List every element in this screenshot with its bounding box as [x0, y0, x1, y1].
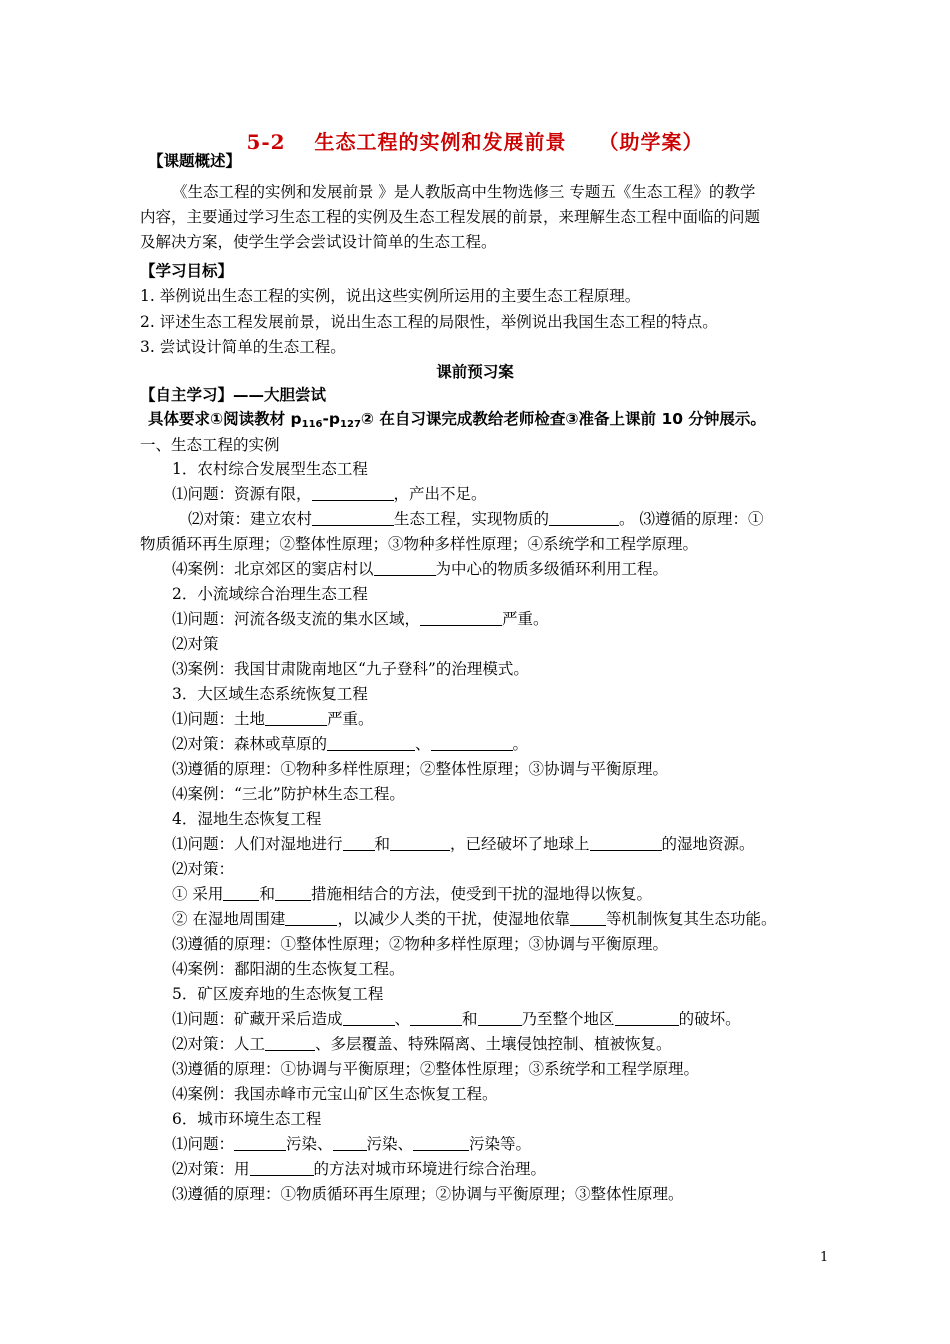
- overview-line-1: 《生态工程的实例和发展前景 》是人教版高中生物选修三 专题五《生态工程》的教学: [172, 183, 756, 201]
- text-segment: 、: [394, 1010, 411, 1028]
- e4-strategy-2: [172, 908, 776, 930]
- text-segment: 和: [462, 1010, 478, 1028]
- text-segment: 的方法对城市环境进行综合治理。: [313, 1160, 547, 1178]
- example-2-heading: 2．小流域综合治理生态工程: [172, 585, 368, 603]
- text-segment: ⑵对策：用: [172, 1160, 250, 1178]
- text-segment: 等机制恢复其生态功能。: [605, 910, 777, 928]
- goals-heading: 【学习目标】: [140, 262, 234, 280]
- e4-problem: [172, 833, 755, 855]
- goal-item-1: 1. 举例说出生态工程的实例，说出这些实例所运用的主要生态工程原理。: [140, 287, 641, 305]
- page-number: 1: [820, 1250, 829, 1265]
- text-segment: 的湿地资源。: [661, 835, 755, 853]
- fill-blank[interactable]: [420, 610, 502, 626]
- fill-blank[interactable]: [615, 1010, 679, 1026]
- e6-principles: ⑶遵循的原理：①物质循环再生原理；②协调与平衡原理；③整体性原理。: [172, 1185, 684, 1203]
- e3-case: ⑷案例：“三北”防护林生态工程。: [172, 785, 405, 803]
- req-part-c: ② 在自习课完成教给老师检查③准备上课前 10 分钟展示。: [360, 410, 766, 428]
- text-segment: 乃至整个地区: [521, 1010, 615, 1028]
- text-segment: ⑴问题：矿藏开采后造成: [172, 1010, 343, 1028]
- e1-case: [172, 558, 668, 580]
- overview-line-3: 及解决方案，使学生学会尝试设计简单的生态工程。: [140, 233, 497, 251]
- text-segment: ，产出不足。: [393, 485, 487, 503]
- e6-problem: [172, 1133, 531, 1155]
- e3-problem: [172, 708, 374, 730]
- example-4-heading: 4．湿地生态恢复工程: [172, 810, 322, 828]
- fill-blank[interactable]: [265, 710, 327, 726]
- fill-blank[interactable]: [312, 510, 394, 526]
- e5-principles: ⑶遵循的原理：①协调与平衡原理；②整体性原理；③系统学和工程学原理。: [172, 1060, 700, 1078]
- fill-blank[interactable]: [312, 485, 394, 501]
- e1-principles: 物质循环再生原理；②整体性原理；③物种多样性原理；④系统学和工程学原理。: [140, 535, 699, 553]
- e1-problem: [172, 483, 487, 505]
- e1-strategy: [188, 508, 763, 530]
- req-part-b: -p: [322, 410, 341, 428]
- text-segment: 、: [415, 735, 431, 753]
- text-segment: 污染、: [366, 1135, 414, 1153]
- fill-blank[interactable]: [275, 885, 311, 901]
- example-6-heading: 6．城市环境生态工程: [172, 1110, 322, 1128]
- text-segment: 严重。: [502, 610, 549, 628]
- preview-title: 课前预习案: [436, 363, 514, 381]
- e4-case: ⑷案例：鄱阳湖的生态恢复工程。: [172, 960, 405, 978]
- text-segment: ⑴问题：: [172, 1135, 235, 1153]
- e5-strategy: [172, 1033, 672, 1055]
- text-segment: 生态工程，实现物质的: [394, 510, 550, 528]
- req-part-a: 具体要求①阅读教材 p: [148, 410, 302, 428]
- text-segment: 严重。: [327, 710, 374, 728]
- text-segment: ⑴问题：土地: [172, 710, 266, 728]
- fill-blank[interactable]: [431, 735, 513, 751]
- e5-case: ⑷案例：我国赤峰市元宝山矿区生态恢复工程。: [172, 1085, 498, 1103]
- text-segment: ⑴问题：人们对湿地进行: [172, 835, 343, 853]
- fill-blank[interactable]: [343, 835, 375, 851]
- text-segment: ，以减少人类的干扰，使湿地依靠: [337, 910, 570, 928]
- text-segment: ① 采用: [172, 885, 224, 903]
- e4-strategy-label: ⑵对策：: [172, 860, 235, 878]
- e2-problem: [172, 608, 549, 630]
- example-1-heading: 1．农村综合发展型生态工程: [172, 460, 368, 478]
- text-segment: 为中心的物质多级循环利用工程。: [435, 560, 669, 578]
- self-study-heading: 【自主学习】——大胆尝试: [140, 386, 327, 404]
- text-segment: ⑴问题：河流各级支流的集水区域，: [172, 610, 421, 628]
- e2-strategy: ⑵对策: [172, 635, 219, 653]
- fill-blank[interactable]: [390, 835, 450, 851]
- fill-blank[interactable]: [327, 735, 415, 751]
- fill-blank[interactable]: [234, 1135, 286, 1151]
- text-segment: ⑵对策：建立农村: [188, 510, 313, 528]
- text-segment: 、多层覆盖、特殊隔离、土壤侵蚀控制、植被恢复。: [315, 1035, 672, 1053]
- text-segment: 和: [374, 835, 391, 853]
- text-segment: 污染、: [286, 1135, 333, 1153]
- req-page-start: 116: [301, 419, 323, 430]
- fill-blank[interactable]: [570, 910, 606, 926]
- text-segment: ⑷案例：北京郊区的窦店村以: [172, 560, 374, 578]
- fill-blank[interactable]: [333, 1135, 367, 1151]
- fill-blank[interactable]: [590, 835, 662, 851]
- section-heading-1: 一、生态工程的实例: [140, 436, 280, 454]
- e2-case: ⑶案例：我国甘肃陇南地区“九子登科”的治理模式。: [172, 660, 529, 678]
- overview-line-2: 内容，主要通过学习生态工程的实例及生态工程发展的前景，来理解生态工程中面临的问题: [140, 208, 761, 226]
- text-segment: 污染等。: [469, 1135, 532, 1153]
- fill-blank[interactable]: [250, 1160, 314, 1176]
- fill-blank[interactable]: [413, 1135, 469, 1151]
- example-5-heading: 5．矿区废弃地的生态恢复工程: [172, 985, 384, 1003]
- text-segment: ⑴问题：资源有限，: [172, 485, 312, 503]
- text-segment: 和: [259, 885, 275, 903]
- fill-blank[interactable]: [223, 885, 259, 901]
- text-segment: 措施相结合的方法，使受到干扰的湿地得以恢复。: [310, 885, 652, 903]
- e3-principles: ⑶遵循的原理：①物种多样性原理；②整体性原理；③协调与平衡原理。: [172, 760, 669, 778]
- fill-blank[interactable]: [343, 1010, 395, 1026]
- fill-blank[interactable]: [478, 1010, 522, 1026]
- text-segment: 。: [512, 735, 529, 753]
- e4-strategy-1: [172, 883, 652, 905]
- req-page-end: 127: [340, 419, 361, 430]
- text-segment: 的破坏。: [678, 1010, 741, 1028]
- text-segment: ⑵对策：森林或草原的: [172, 735, 328, 753]
- page-title: 5-2 生态工程的实例和发展前景 （助学案）: [246, 130, 704, 154]
- e6-strategy: [172, 1158, 546, 1180]
- goal-item-2: 2. 评述生态工程发展前景，说出生态工程的局限性，举例说出我国生态工程的特点。: [140, 313, 718, 331]
- fill-blank[interactable]: [374, 560, 436, 576]
- goal-item-3: 3. 尝试设计简单的生态工程。: [140, 338, 346, 356]
- e3-strategy: [172, 733, 528, 755]
- fill-blank[interactable]: [549, 510, 619, 526]
- text-segment: ② 在湿地周围建: [172, 910, 286, 928]
- text-segment: ⑵对策：人工: [172, 1035, 266, 1053]
- fill-blank[interactable]: [265, 1035, 315, 1051]
- text-segment: ，已经破坏了地球上: [450, 835, 590, 853]
- requirements-line: [148, 408, 766, 436]
- fill-blank[interactable]: [410, 1010, 462, 1026]
- e4-principles: ⑶遵循的原理：①整体性原理；②物种多样性原理；③协调与平衡原理。: [172, 935, 669, 953]
- example-3-heading: 3．大区域生态系统恢复工程: [172, 685, 368, 703]
- fill-blank[interactable]: [285, 910, 337, 926]
- text-segment: 。 ⑶遵循的原理：①: [619, 510, 764, 528]
- e5-problem: [172, 1008, 741, 1030]
- overview-heading: 【课题概述】: [148, 152, 242, 170]
